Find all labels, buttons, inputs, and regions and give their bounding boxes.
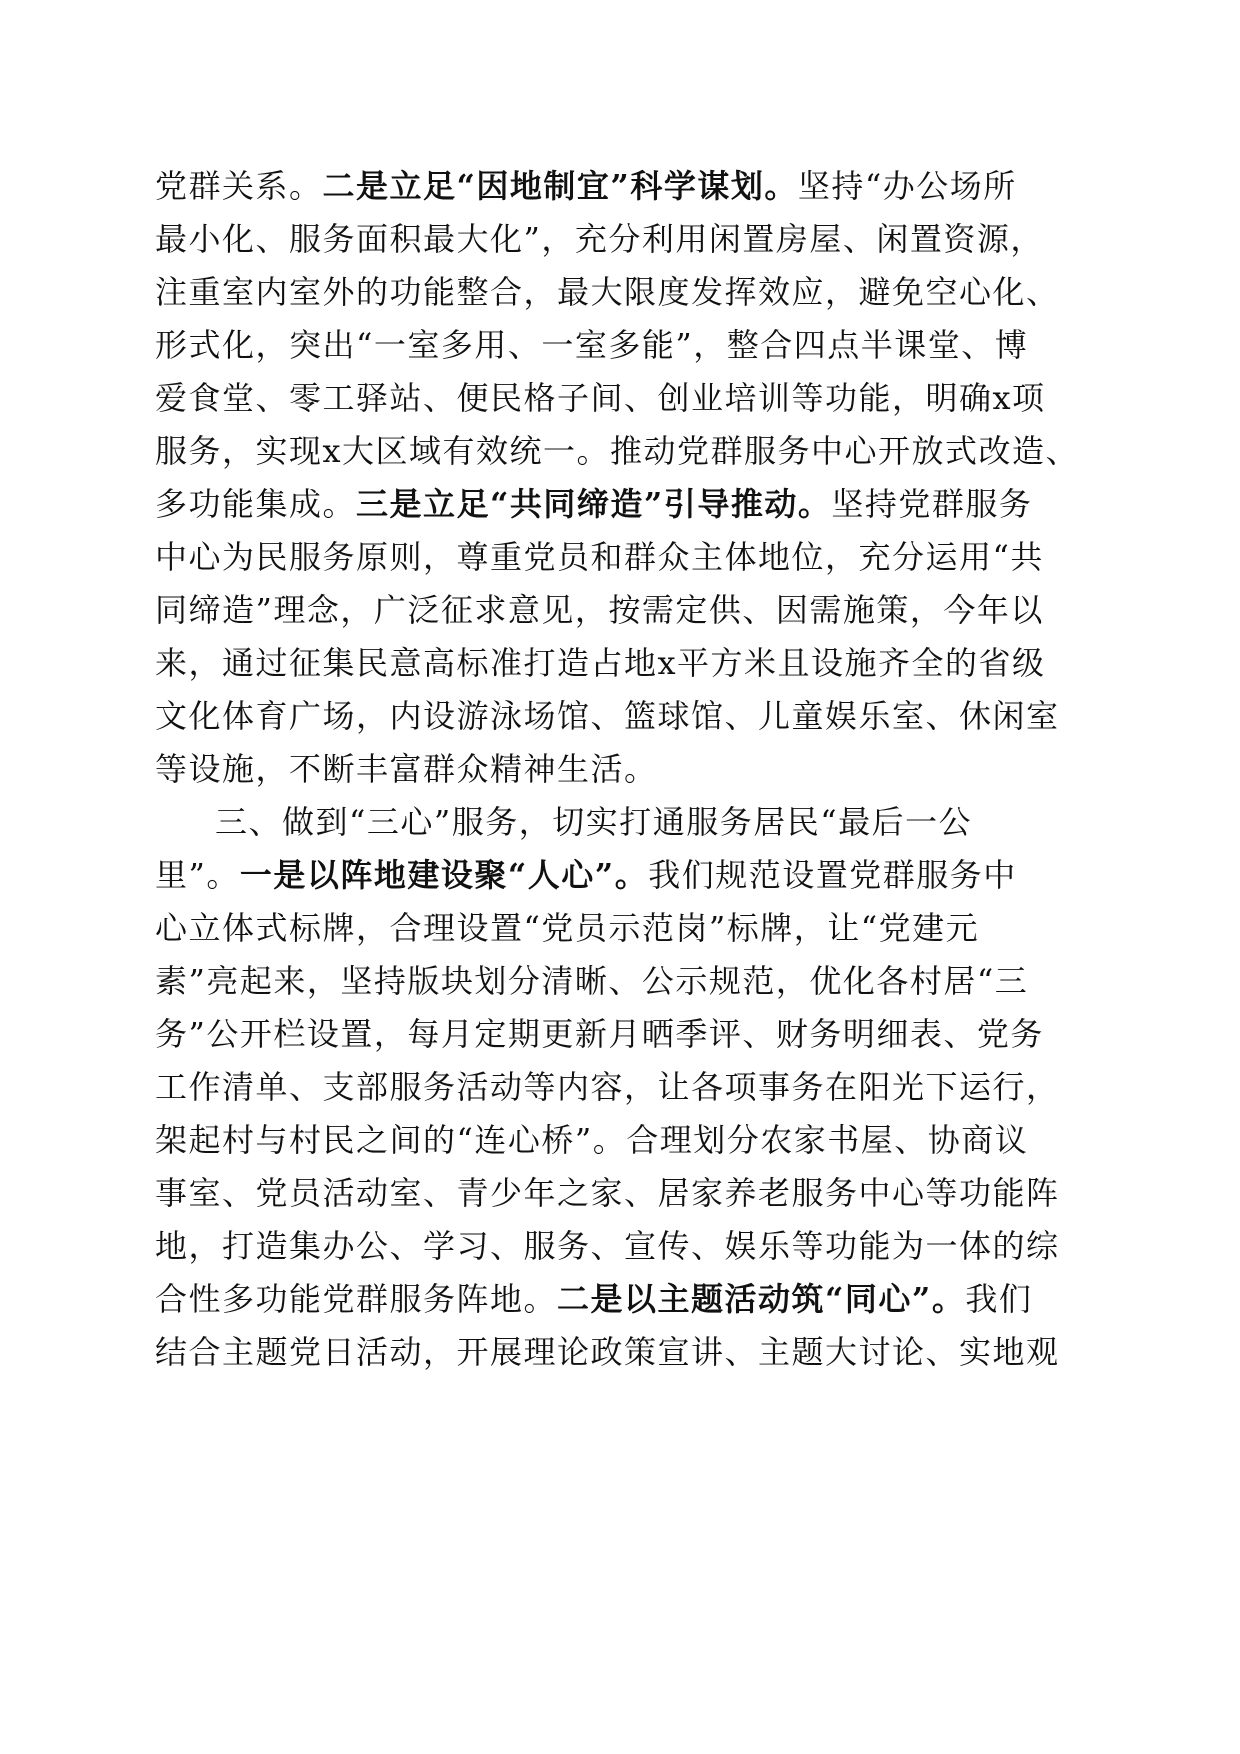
text-segment: 形式化，突出“一室多用、一室多能”，整合四点半课堂、博	[155, 326, 1029, 364]
text-line	[155, 1326, 1060, 1378]
text-line	[155, 425, 1079, 477]
text-segment: 事室、党员活动室、青少年之家、居家养老服务中心等功能阵	[155, 1174, 1060, 1212]
text-segment: 同缔造”理念，广泛征求意见，按需定供、因需施策，今年以	[155, 591, 1044, 629]
text-segment: 等设施，不断丰富群众精神生活。	[155, 750, 658, 788]
bold-text-segment: 二是以主题活动筑“同心”。	[557, 1280, 966, 1318]
text-segment: 素”亮起来，坚持版块划分清晰、公示规范，优化各村居“三	[155, 962, 1029, 1000]
text-segment: 最小化、服务面积最大化”，充分利用闲置房屋、闲置资源，	[155, 220, 1044, 258]
text-segment: 结合主题党日活动，开展理论政策宣讲、主题大讨论、实地观	[155, 1333, 1060, 1371]
text-segment: 心立体式标牌，合理设置“党员示范岗”标牌，让“党建元	[155, 909, 980, 947]
text-segment: 里”。	[155, 856, 240, 894]
text-segment: 三、做到“三心”服务，切实打通服务居民“最后一公	[215, 803, 973, 841]
text-line	[155, 1061, 1060, 1113]
text-line	[155, 690, 1060, 742]
text-segment: 党群关系。	[155, 167, 323, 205]
text-line	[155, 372, 1046, 424]
text-line	[155, 531, 1044, 583]
text-segment: 工作清单、支部服务活动等内容，让各项事务在阳光下运行，	[155, 1068, 1060, 1106]
text-line	[155, 637, 1046, 689]
text-segment: 多功能集成。	[155, 485, 357, 523]
text-line	[155, 266, 1060, 318]
text-segment: 注重室内室外的功能整合，最大限度发挥效应，避免空心化、	[155, 273, 1060, 311]
text-line	[155, 319, 1028, 371]
bold-text-segment: 三是立足“共同缔造”引导推动。	[356, 485, 832, 523]
text-segment: 务”公开栏设置，每月定期更新月晒季评、财务明细表、党务	[155, 1015, 1044, 1053]
text-line	[155, 1220, 1060, 1272]
text-line	[155, 584, 1044, 636]
text-line	[155, 213, 1044, 265]
text-line	[155, 955, 1028, 1007]
text-segment: 地，打造集办公、学习、服务、宣传、娱乐等功能为一体的综	[155, 1227, 1060, 1265]
text-segment: 坚持“办公场所	[797, 167, 1017, 205]
bold-text-segment: 一是以阵地建设聚“人心”。	[239, 856, 649, 894]
bold-text-segment: 二是立足“因地制宜”科学谋划。	[322, 167, 798, 205]
text-line	[155, 1114, 1028, 1166]
text-segment: 服务，实现x大区域有效统一。推动党群服务中心开放式改造、	[155, 432, 1080, 470]
text-line	[155, 160, 1017, 212]
text-line	[155, 902, 979, 954]
text-segment: 坚持党群服务	[831, 485, 1033, 523]
text-line	[155, 478, 1032, 530]
text-segment: 来，通过征集民意高标准打造占地x平方米且设施齐全的省级	[155, 644, 1046, 682]
text-line	[215, 796, 972, 848]
text-segment: 合性多功能党群服务阵地。	[155, 1280, 558, 1318]
text-line	[155, 743, 658, 795]
text-segment: 文化体育广场，内设游泳场馆、篮球馆、儿童娱乐室、休闲室	[155, 697, 1060, 735]
text-line	[155, 1167, 1060, 1219]
text-line	[155, 849, 1017, 901]
text-line	[155, 1273, 1032, 1325]
text-segment: 架起村与村民之间的“连心桥”。合理划分农家书屋、协商议	[155, 1121, 1029, 1159]
text-segment: 爱食堂、零工驿站、便民格子间、创业培训等功能，明确x项	[155, 379, 1046, 417]
text-segment: 中心为民服务原则，尊重党员和群众主体地位，充分运用“共	[155, 538, 1044, 576]
text-segment: 我们	[965, 1280, 1033, 1318]
text-segment: 我们规范设置党群服务中	[648, 856, 1017, 894]
text-line	[155, 1008, 1044, 1060]
